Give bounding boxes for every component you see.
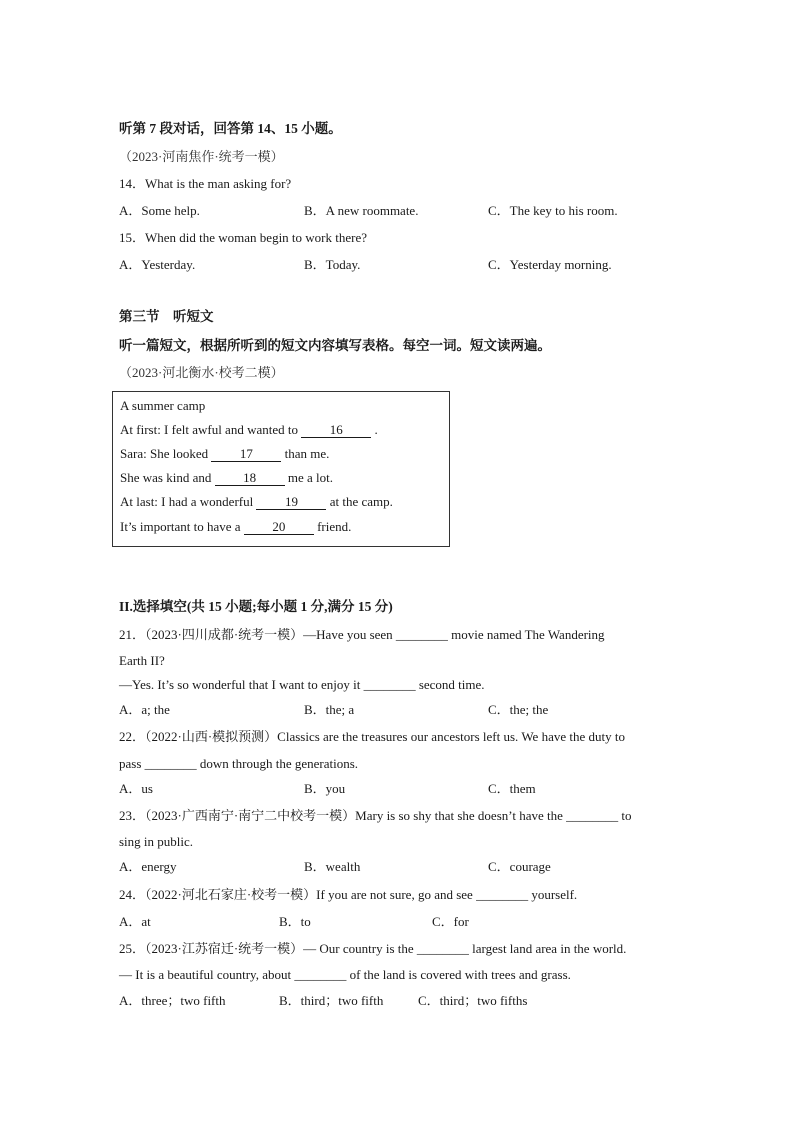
dialog-7-heading: 听第 7 段对话，回答第 14、15 小题。: [119, 121, 342, 136]
table-row-19: [120, 494, 393, 510]
question-15-option-a[interactable]: A．Yesterday.: [119, 257, 196, 272]
question-25-option-c[interactable]: C．third；two fifths: [418, 993, 528, 1008]
section-2-title: II.选择填空(共 15 小题;每小题 1 分,满分 15 分): [119, 599, 393, 614]
row-text-after: than me.: [281, 446, 330, 461]
question-14-stem: 14．What is the man asking for?: [119, 176, 292, 191]
question-15-option-c[interactable]: C．Yesterday morning.: [488, 257, 612, 272]
row-text-after: .: [371, 422, 378, 437]
row-text-after: friend.: [313, 519, 352, 534]
row-text-after: at the camp.: [326, 494, 393, 509]
question-25-option-a[interactable]: A．three；two fifth: [119, 993, 226, 1008]
question-21-line-1: 21．（2023·四川成都·统考一模）—Have you seen ________ movie named The Wandering: [119, 627, 605, 642]
question-14-option-c[interactable]: C．The key to his room.: [488, 203, 618, 218]
question-23-option-c[interactable]: C．courage: [488, 859, 551, 874]
row-text-before: It’s important to have a: [120, 519, 244, 534]
question-22-option-a[interactable]: A．us: [119, 781, 153, 796]
question-23-line-1: 23．（2023·广西南宁·南宁二中校考一模）Mary is so shy that she doesn’t have the ________ to: [119, 808, 632, 823]
table-row-18: [120, 470, 333, 486]
question-23-option-a[interactable]: A．energy: [119, 859, 177, 874]
table-row-20: [120, 519, 351, 535]
blank-16[interactable]: 16: [301, 423, 371, 438]
question-21-option-b[interactable]: B．the; a: [304, 702, 355, 717]
question-25-option-b[interactable]: B．third；two fifth: [279, 993, 384, 1008]
question-22-line-2: pass ________ down through the generations.: [119, 756, 359, 771]
section-3-instruction: 听一篇短文，根据所听到的短文内容填写表格。每空一词。短文读两遍。: [119, 338, 551, 353]
row-text-before: She was kind and: [120, 470, 215, 485]
question-21-option-a[interactable]: A．a; the: [119, 702, 170, 717]
question-25-line-1: 25．（2023·江苏宿迁·统考一模）— Our country is the ________ largest land area in the world.: [119, 941, 627, 956]
question-23-option-b[interactable]: B．wealth: [304, 859, 361, 874]
question-14-option-b[interactable]: B．A new roommate.: [304, 203, 419, 218]
question-21-option-c[interactable]: C．the; the: [488, 702, 549, 717]
blank-17[interactable]: 17: [211, 447, 281, 462]
question-23-line-2: sing in public.: [119, 834, 194, 849]
question-24-option-b[interactable]: B．to: [279, 914, 311, 929]
row-text-before: At last: I had a wonderful: [120, 494, 257, 509]
question-22-option-b[interactable]: B．you: [304, 781, 346, 796]
question-15-option-b[interactable]: B．Today.: [304, 257, 361, 272]
table-row-17: [120, 446, 329, 462]
blank-20[interactable]: 20: [244, 520, 314, 535]
table-row-16: [120, 422, 378, 438]
question-22-line-1: 22．（2022·山西·模拟预测）Classics are the treasures our ancestors left us. We have the duty to: [119, 729, 625, 744]
section-3-title: 第三节 听短文: [119, 309, 214, 324]
question-15-stem: 15．When did the woman begin to work there?: [119, 230, 368, 245]
summer-camp-table: [112, 391, 450, 547]
row-text-before: At first: I felt awful and wanted to: [120, 422, 302, 437]
blank-19[interactable]: 19: [256, 495, 326, 510]
section-3-source: （2023·河北衡水·校考二模）: [119, 365, 284, 380]
row-text-after: me a lot.: [284, 470, 333, 485]
table-title: A summer camp: [120, 398, 206, 413]
question-14-option-a[interactable]: A．Some help.: [119, 203, 200, 218]
question-24-option-c[interactable]: C．for: [432, 914, 469, 929]
question-22-option-c[interactable]: C．them: [488, 781, 536, 796]
question-21-line-3: —Yes. It’s so wonderful that I want to enjoy it ________ second time.: [119, 677, 485, 692]
blank-18[interactable]: 18: [215, 471, 285, 486]
question-24-option-a[interactable]: A．at: [119, 914, 151, 929]
question-24-line-1: 24．（2022·河北石家庄·校考一模）If you are not sure, go and see ________ yourself.: [119, 887, 578, 902]
row-text-before: Sara: She looked: [120, 446, 212, 461]
dialog-7-source: （2023·河南焦作·统考一模）: [119, 149, 284, 164]
question-21-line-2: Earth II?: [119, 653, 165, 668]
question-25-line-2: — It is a beautiful country, about ________ of the land is covered with trees and grass.: [119, 967, 571, 982]
